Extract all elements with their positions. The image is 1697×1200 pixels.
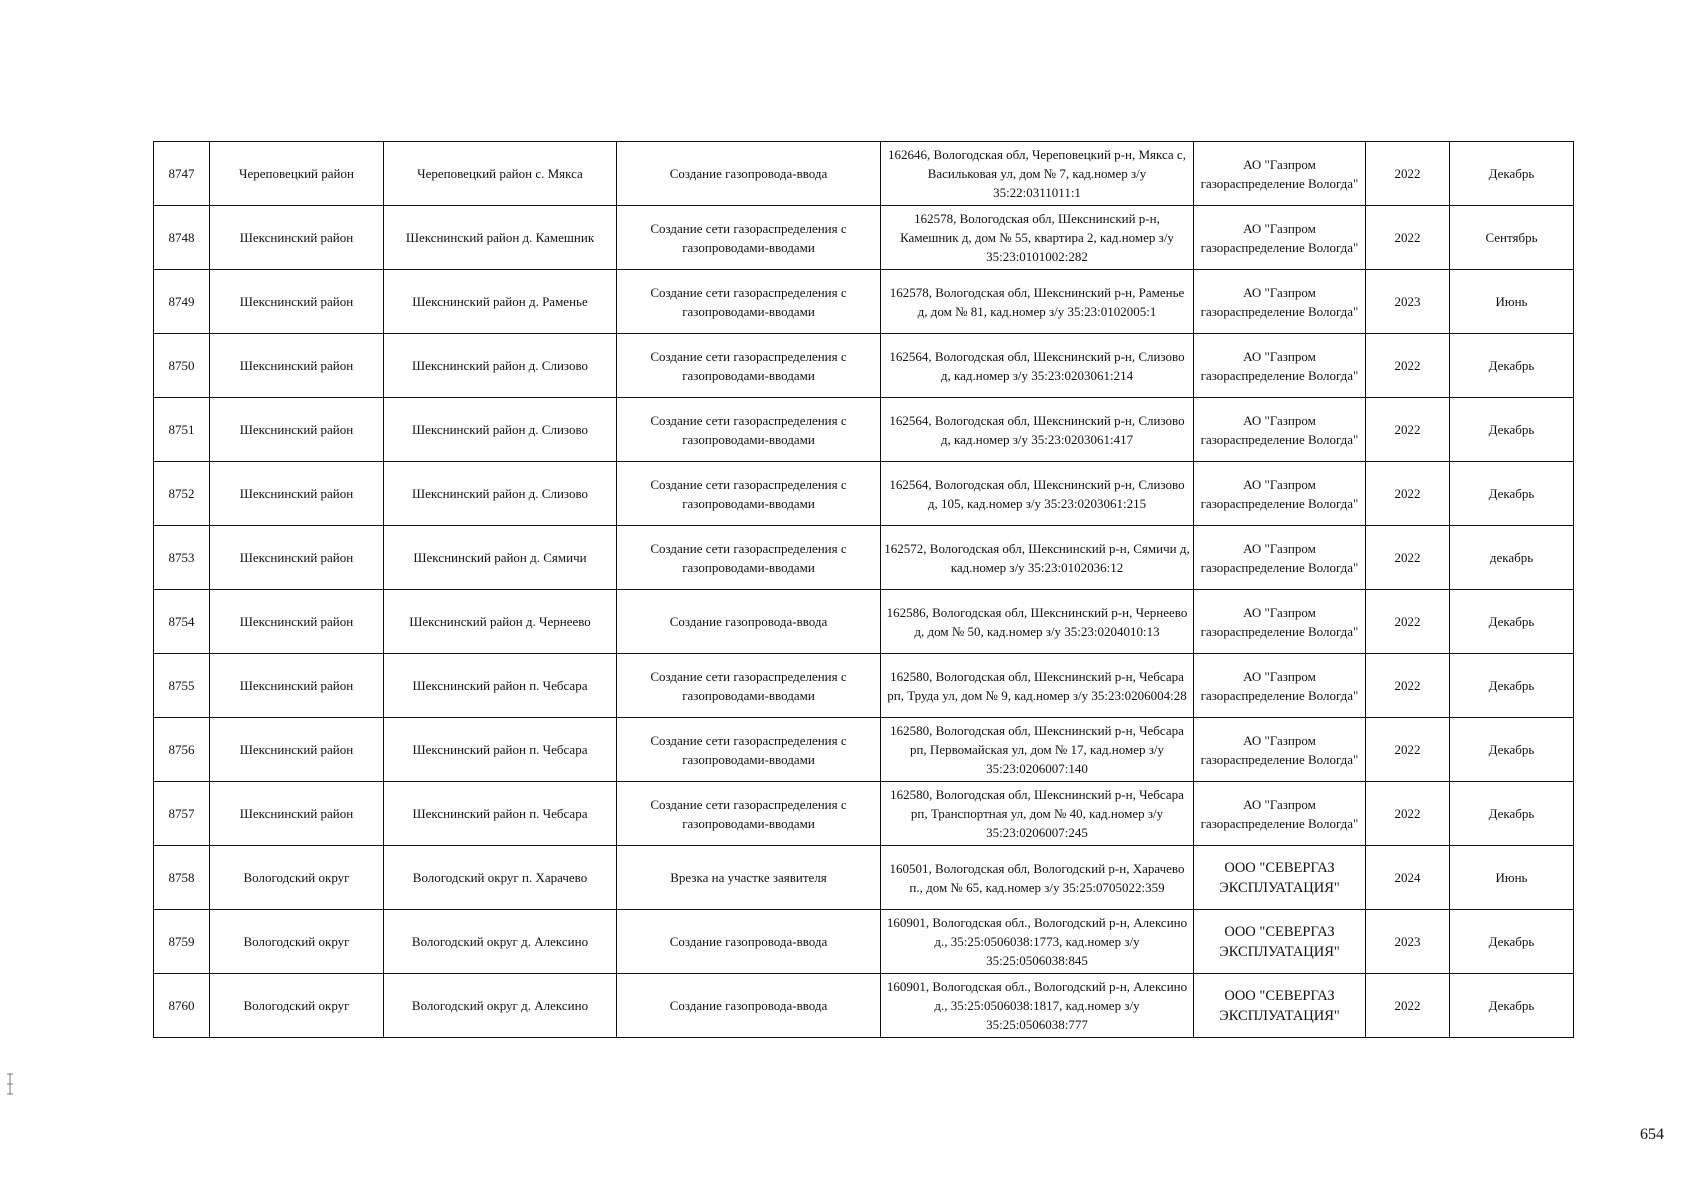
work-type-cell: Врезка на участке заявителя [617,846,881,910]
address-cell: 162580, Вологодская обл, Шекснинский р-н, Чебсара рп, Первомайская ул, дом № 17, кад.номер з/у 35:23:0206007:140 [881,718,1194,782]
work-type-cell: Создание сети газораспределения с газопроводами-вводами [617,270,881,334]
row-number: 8752 [154,462,210,526]
organization-cell: АО "Газпром газораспределение Вологда" [1194,334,1366,398]
month-cell: Декабрь [1450,718,1574,782]
work-type-cell: Создание газопровода-ввода [617,590,881,654]
address-cell: 162580, Вологодская обл, Шекснинский р-н, Чебсара рп, Транспортная ул, дом № 40, кад.номер з/у 35:23:0206007:245 [881,782,1194,846]
year-cell: 2022 [1366,782,1450,846]
row-number: 8758 [154,846,210,910]
year-cell: 2022 [1366,142,1450,206]
year-cell: 2022 [1366,334,1450,398]
work-type-cell: Создание сети газораспределения с газопроводами-вводами [617,462,881,526]
work-type-cell: Создание газопровода-ввода [617,974,881,1038]
row-number: 8760 [154,974,210,1038]
year-cell: 2022 [1366,206,1450,270]
district-cell: Череповецкий район [210,142,384,206]
organization-cell: АО "Газпром газораспределение Вологда" [1194,590,1366,654]
year-cell: 2022 [1366,398,1450,462]
address-cell: 162564, Вологодская обл, Шекснинский р-н, Слизово д, кад.номер з/у 35:23:0203061:214 [881,334,1194,398]
row-number: 8757 [154,782,210,846]
settlement-cell: Шекснинский район п. Чебсара [384,782,617,846]
organization-cell: АО "Газпром газораспределение Вологда" [1194,782,1366,846]
address-cell: 162580, Вологодская обл, Шекснинский р-н, Чебсара рп, Труда ул, дом № 9, кад.номер з/у 35:23:0206004:28 [881,654,1194,718]
month-cell: Июнь [1450,270,1574,334]
month-cell: Декабрь [1450,334,1574,398]
organization-cell: ООО "СЕВЕРГАЗ ЭКСПЛУАТАЦИЯ" [1194,910,1366,974]
gasification-table [153,141,1574,1038]
district-cell: Шекснинский район [210,398,384,462]
month-cell: Декабрь [1450,974,1574,1038]
row-number: 8755 [154,654,210,718]
work-type-cell: Создание сети газораспределения с газопроводами-вводами [617,334,881,398]
row-number: 8759 [154,910,210,974]
table-row [154,270,1574,334]
organization-cell: АО "Газпром газораспределение Вологда" [1194,398,1366,462]
row-number: 8753 [154,526,210,590]
table-row [154,398,1574,462]
district-cell: Шекснинский район [210,270,384,334]
organization-cell: АО "Газпром газораспределение Вологда" [1194,142,1366,206]
table-row [154,142,1574,206]
table-row [154,974,1574,1038]
settlement-cell: Шекснинский район д. Слизово [384,334,617,398]
district-cell: Шекснинский район [210,590,384,654]
month-cell: Декабрь [1450,654,1574,718]
row-number: 8750 [154,334,210,398]
district-cell: Вологодский округ [210,974,384,1038]
year-cell: 2022 [1366,718,1450,782]
address-cell: 162586, Вологодская обл, Шекснинский р-н, Чернеево д, дом № 50, кад.номер з/у 35:23:0204010:13 [881,590,1194,654]
year-cell: 2022 [1366,526,1450,590]
year-cell: 2024 [1366,846,1450,910]
address-cell: 162578, Вологодская обл, Шекснинский р-н, Раменье д, дом № 81, кад.номер з/у 35:23:0102005:1 [881,270,1194,334]
organization-cell: ООО "СЕВЕРГАЗ ЭКСПЛУАТАЦИЯ" [1194,846,1366,910]
year-cell: 2022 [1366,974,1450,1038]
binding-mark-icon [6,1072,14,1098]
table-row [154,910,1574,974]
table-row [154,846,1574,910]
district-cell: Шекснинский район [210,526,384,590]
month-cell: Июнь [1450,846,1574,910]
address-cell: 162578, Вологодская обл, Шекснинский р-н, Камешник д, дом № 55, квартира 2, кад.номер з/у 35:23:0101002:282 [881,206,1194,270]
work-type-cell: Создание сети газораспределения с газопроводами-вводами [617,782,881,846]
row-number: 8751 [154,398,210,462]
year-cell: 2022 [1366,654,1450,718]
organization-cell: АО "Газпром газораспределение Вологда" [1194,654,1366,718]
year-cell: 2023 [1366,270,1450,334]
table-row [154,334,1574,398]
district-cell: Шекснинский район [210,206,384,270]
table-row [154,590,1574,654]
district-cell: Шекснинский район [210,462,384,526]
table-row [154,718,1574,782]
month-cell: Декабрь [1450,462,1574,526]
month-cell: Декабрь [1450,782,1574,846]
settlement-cell: Шекснинский район д. Слизово [384,462,617,526]
settlement-cell: Вологодский округ п. Харачево [384,846,617,910]
month-cell: Декабрь [1450,910,1574,974]
organization-cell: АО "Газпром газораспределение Вологда" [1194,718,1366,782]
registry-sheet [153,141,1573,1038]
month-cell: Декабрь [1450,398,1574,462]
table-row [154,462,1574,526]
row-number: 8747 [154,142,210,206]
district-cell: Вологодский округ [210,846,384,910]
row-number: 8749 [154,270,210,334]
table-row [154,206,1574,270]
row-number: 8756 [154,718,210,782]
table-row [154,782,1574,846]
organization-cell: АО "Газпром газораспределение Вологда" [1194,526,1366,590]
settlement-cell: Шекснинский район п. Чебсара [384,654,617,718]
settlement-cell: Шекснинский район д. Чернеево [384,590,617,654]
year-cell: 2022 [1366,590,1450,654]
address-cell: 162646, Вологодская обл, Череповецкий р-н, Мякса с, Васильковая ул, дом № 7, кад.номер з/у 35:22:0311011:1 [881,142,1194,206]
district-cell: Шекснинский район [210,334,384,398]
work-type-cell: Создание сети газораспределения с газопроводами-вводами [617,718,881,782]
settlement-cell: Шекснинский район д. Сямичи [384,526,617,590]
organization-cell: ООО "СЕВЕРГАЗ ЭКСПЛУАТАЦИЯ" [1194,974,1366,1038]
district-cell: Вологодский округ [210,910,384,974]
district-cell: Шекснинский район [210,718,384,782]
settlement-cell: Шекснинский район д. Слизово [384,398,617,462]
work-type-cell: Создание газопровода-ввода [617,142,881,206]
year-cell: 2023 [1366,910,1450,974]
settlement-cell: Вологодский округ д. Алексино [384,974,617,1038]
settlement-cell: Вологодский округ д. Алексино [384,910,617,974]
work-type-cell: Создание сети газораспределения с газопроводами-вводами [617,526,881,590]
row-number: 8754 [154,590,210,654]
month-cell: Декабрь [1450,590,1574,654]
month-cell: Сентябрь [1450,206,1574,270]
address-cell: 160901, Вологодская обл., Вологодский р-н, Алексино д., 35:25:0506038:1773, кад.номер з/у 35:25:0506038:845 [881,910,1194,974]
settlement-cell: Шекснинский район д. Раменье [384,270,617,334]
settlement-cell: Череповецкий район с. Мякса [384,142,617,206]
district-cell: Шекснинский район [210,654,384,718]
month-cell: Декабрь [1450,142,1574,206]
settlement-cell: Шекснинский район д. Камешник [384,206,617,270]
month-cell: декабрь [1450,526,1574,590]
work-type-cell: Создание сети газораспределения с газопроводами-вводами [617,654,881,718]
table-row [154,526,1574,590]
table-row [154,654,1574,718]
work-type-cell: Создание сети газораспределения с газопроводами-вводами [617,206,881,270]
address-cell: 160901, Вологодская обл., Вологодский р-н, Алексино д., 35:25:0506038:1817, кад.номер з/у 35:25:0506038:777 [881,974,1194,1038]
settlement-cell: Шекснинский район п. Чебсара [384,718,617,782]
organization-cell: АО "Газпром газораспределение Вологда" [1194,206,1366,270]
district-cell: Шекснинский район [210,782,384,846]
address-cell: 162564, Вологодская обл, Шекснинский р-н, Слизово д, 105, кад.номер з/у 35:23:0203061:215 [881,462,1194,526]
address-cell: 160501, Вологодская обл, Вологодский р-н, Харачево п., дом № 65, кад.номер з/у 35:25:0705022:359 [881,846,1194,910]
organization-cell: АО "Газпром газораспределение Вологда" [1194,462,1366,526]
address-cell: 162564, Вологодская обл, Шекснинский р-н, Слизово д, кад.номер з/у 35:23:0203061:417 [881,398,1194,462]
organization-cell: АО "Газпром газораспределение Вологда" [1194,270,1366,334]
work-type-cell: Создание сети газораспределения с газопроводами-вводами [617,398,881,462]
work-type-cell: Создание газопровода-ввода [617,910,881,974]
address-cell: 162572, Вологодская обл, Шекснинский р-н, Сямичи д, кад.номер з/у 35:23:0102036:12 [881,526,1194,590]
row-number: 8748 [154,206,210,270]
page-number: 654 [1640,1126,1664,1143]
year-cell: 2022 [1366,462,1450,526]
